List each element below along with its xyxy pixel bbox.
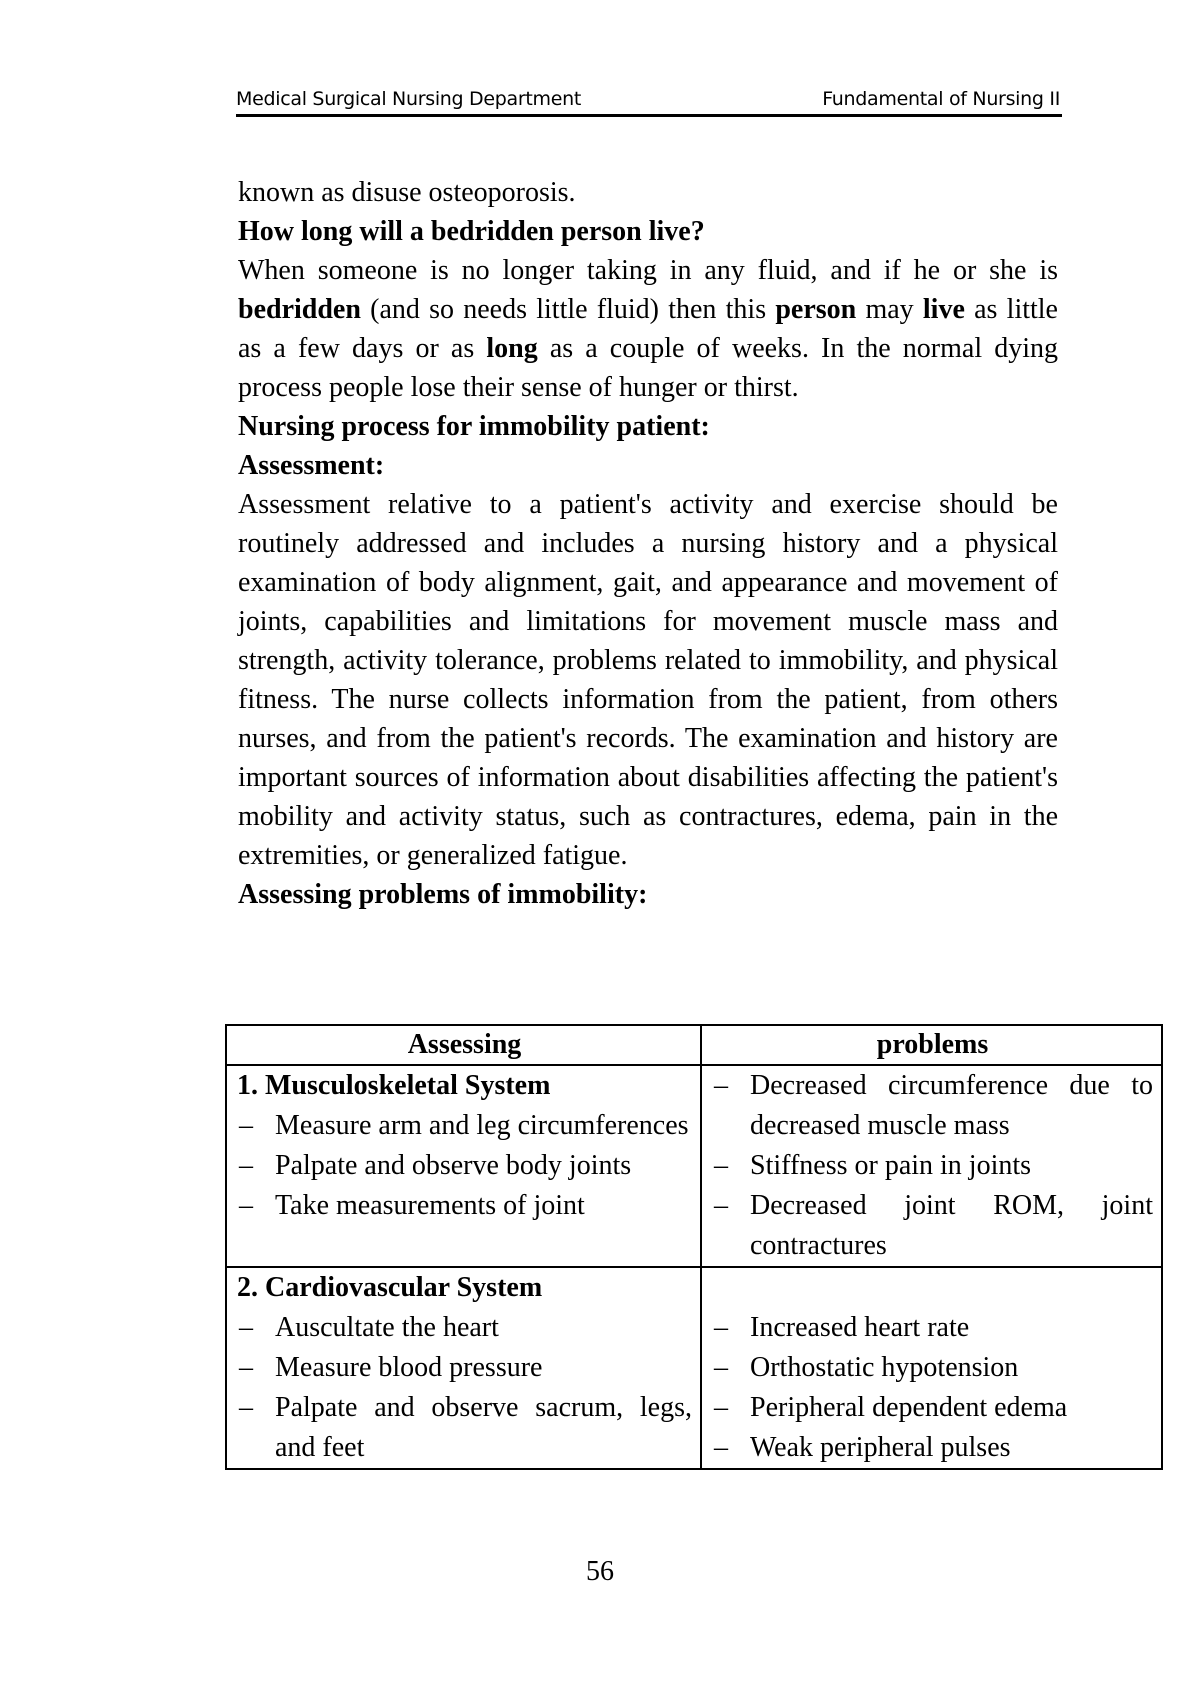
page-header	[236, 84, 1062, 117]
row-title-spacer	[712, 1268, 1153, 1308]
system-title: 1. Musculoskeletal System	[237, 1070, 551, 1101]
table-row	[226, 1267, 1162, 1469]
bold-run: person	[775, 294, 857, 325]
list-item: – Peripheral dependent edema	[712, 1388, 1153, 1428]
column-header-problems: problems	[701, 1025, 1162, 1065]
list-item: – Weak peripheral pulses	[712, 1428, 1153, 1468]
assessment-table	[225, 1024, 1163, 1470]
list-item: – Take measurements of joint	[237, 1186, 692, 1226]
list-item: – Decreased joint ROM, joint contractures	[712, 1186, 1153, 1266]
system-title: 2. Cardiovascular System	[237, 1272, 543, 1303]
list-item: – Measure blood pressure	[237, 1348, 692, 1388]
column-header-assessing: Assessing	[226, 1025, 701, 1065]
list-item: – Orthostatic hypotension	[712, 1348, 1153, 1388]
page-number: 56	[586, 1556, 614, 1587]
table-row	[226, 1065, 1162, 1267]
assessing-cell	[226, 1267, 701, 1469]
bold-run: bedridden	[238, 294, 361, 325]
list-item: – Increased heart rate	[712, 1308, 1153, 1348]
paragraph-assessment: Assessment relative to a patient's activity and exercise should be routinely addressed and includes a nursing history and a physical examination of body alignment, gait, and appearance and movement of joints, capabilities and limitations for movement muscle mass and strength, activity tolerance, problems related to immobility, and physical fitness. The nurse collects information from the patient, from others nurses, and from the patient's records. The examination and history are important sources of information about disabilities affecting the patient's mobility and activity status, such as contractures, edema, pain in the extremities, or generalized fatigue.	[238, 489, 1058, 871]
header-course: Fundamental of Nursing II	[822, 88, 1060, 110]
list-item: – Palpate and observe body joints	[237, 1146, 692, 1186]
table-header-row	[226, 1025, 1162, 1065]
list-item: – Auscultate the heart	[237, 1308, 692, 1348]
paragraph-bedridden	[238, 251, 1058, 407]
problems-list	[712, 1066, 1153, 1266]
heading-bedridden-life: How long will a bedridden person live?	[238, 216, 705, 247]
problems-cell	[701, 1267, 1162, 1469]
text-run: as little as a few days or as	[238, 294, 1058, 364]
heading-nursing-process: Nursing process for immobility patient:	[238, 411, 710, 442]
text-run: as a couple of weeks. In the normal dying process people lose their sense of hunger or thirst.	[238, 333, 1058, 403]
header-department: Medical Surgical Nursing Department	[236, 88, 582, 110]
problems-list	[712, 1308, 1153, 1468]
text-run: (and so needs little fluid) then this	[360, 294, 776, 325]
bold-run: live	[922, 294, 965, 325]
bold-run: long	[486, 333, 538, 364]
heading-assessment: Assessment:	[238, 450, 385, 481]
continuation-line: known as disuse osteoporosis.	[238, 177, 576, 208]
text-run: When someone is no longer taking in any fluid, and if he or she is	[238, 255, 1058, 286]
assessing-cell	[226, 1065, 701, 1267]
list-item: – Stiffness or pain in joints	[712, 1146, 1153, 1186]
list-item: – Palpate and observe sacrum, legs, and feet	[237, 1388, 692, 1468]
assessing-list	[237, 1308, 692, 1468]
assessing-list	[237, 1106, 692, 1226]
list-item: – Measure arm and leg circumferences	[237, 1106, 692, 1146]
problems-cell	[701, 1065, 1162, 1267]
list-item: – Decreased circumference due to decreased muscle mass	[712, 1066, 1153, 1146]
heading-assessing-problems: Assessing problems of immobility:	[238, 879, 648, 910]
body-text	[238, 173, 1058, 914]
text-run: may	[856, 294, 923, 325]
